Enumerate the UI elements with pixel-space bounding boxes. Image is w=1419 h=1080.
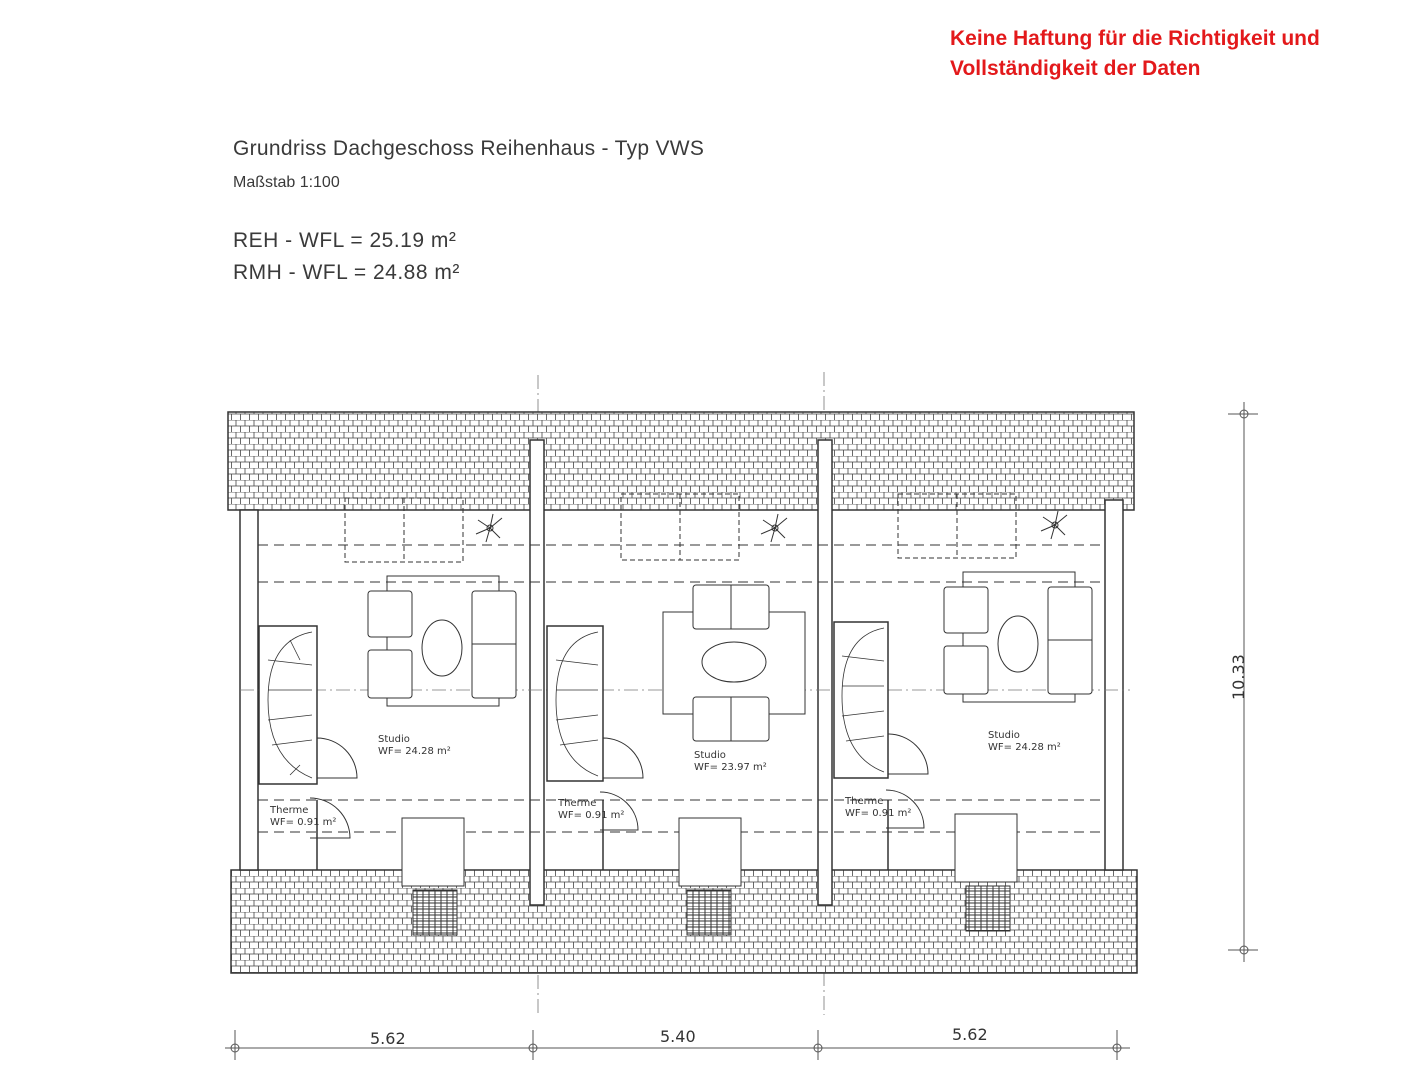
plant-icon bbox=[476, 514, 502, 542]
therme-label: Therme bbox=[270, 805, 309, 816]
unit-2 bbox=[547, 494, 805, 935]
therme-area: WF= 0.91 m² bbox=[845, 808, 912, 819]
plant-icon bbox=[761, 514, 787, 542]
width-label: 5.40 bbox=[660, 1027, 696, 1046]
roof-window bbox=[955, 814, 1017, 882]
therme-area: WF= 0.91 m² bbox=[270, 817, 337, 828]
disclaimer-line-2: Vollständigkeit der Daten bbox=[950, 57, 1201, 80]
width-label: 5.62 bbox=[370, 1029, 406, 1048]
coffee-table bbox=[998, 616, 1038, 672]
staircase bbox=[547, 626, 603, 781]
studio-area: WF= 23.97 m² bbox=[694, 762, 767, 773]
door-swing bbox=[317, 738, 357, 778]
roof-hatch bbox=[687, 890, 731, 935]
studio-label: Studio bbox=[694, 750, 726, 761]
roof-hatch bbox=[413, 890, 457, 935]
width-label: 5.62 bbox=[952, 1025, 988, 1044]
reh-wfl: REH - WFL = 25.19 m² bbox=[233, 229, 457, 252]
party-wall bbox=[818, 440, 832, 905]
therme-label: Therme bbox=[845, 796, 884, 807]
plan-title: Grundriss Dachgeschoss Reihenhaus - Typ VWS bbox=[233, 137, 705, 160]
depth-label: 10.33 bbox=[1229, 654, 1248, 700]
studio-label: Studio bbox=[988, 730, 1020, 741]
rmh-wfl: RMH - WFL = 24.88 m² bbox=[233, 261, 460, 284]
studio-area: WF= 24.28 m² bbox=[378, 746, 451, 757]
studio-label: Studio bbox=[378, 734, 410, 745]
studio-area: WF= 24.28 m² bbox=[988, 742, 1061, 753]
plant-icon bbox=[1041, 511, 1067, 539]
disclaimer-line-1: Keine Haftung für die Richtigkeit und bbox=[950, 27, 1320, 50]
armchair bbox=[944, 646, 988, 694]
roof-top bbox=[228, 412, 1134, 510]
party-wall bbox=[530, 440, 544, 905]
plan-scale: Maßstab 1:100 bbox=[233, 174, 340, 191]
armchair bbox=[368, 650, 412, 698]
coffee-table bbox=[422, 620, 462, 676]
unit-3 bbox=[834, 494, 1092, 931]
armchair bbox=[368, 591, 412, 637]
armchair bbox=[944, 587, 988, 633]
therme-area: WF= 0.91 m² bbox=[558, 810, 625, 821]
roof-window bbox=[402, 818, 464, 886]
roof-hatch bbox=[966, 886, 1010, 931]
door-swing bbox=[603, 738, 643, 778]
door-swing bbox=[888, 734, 928, 774]
therme-label: Therme bbox=[558, 798, 597, 809]
roof-window bbox=[679, 818, 741, 886]
